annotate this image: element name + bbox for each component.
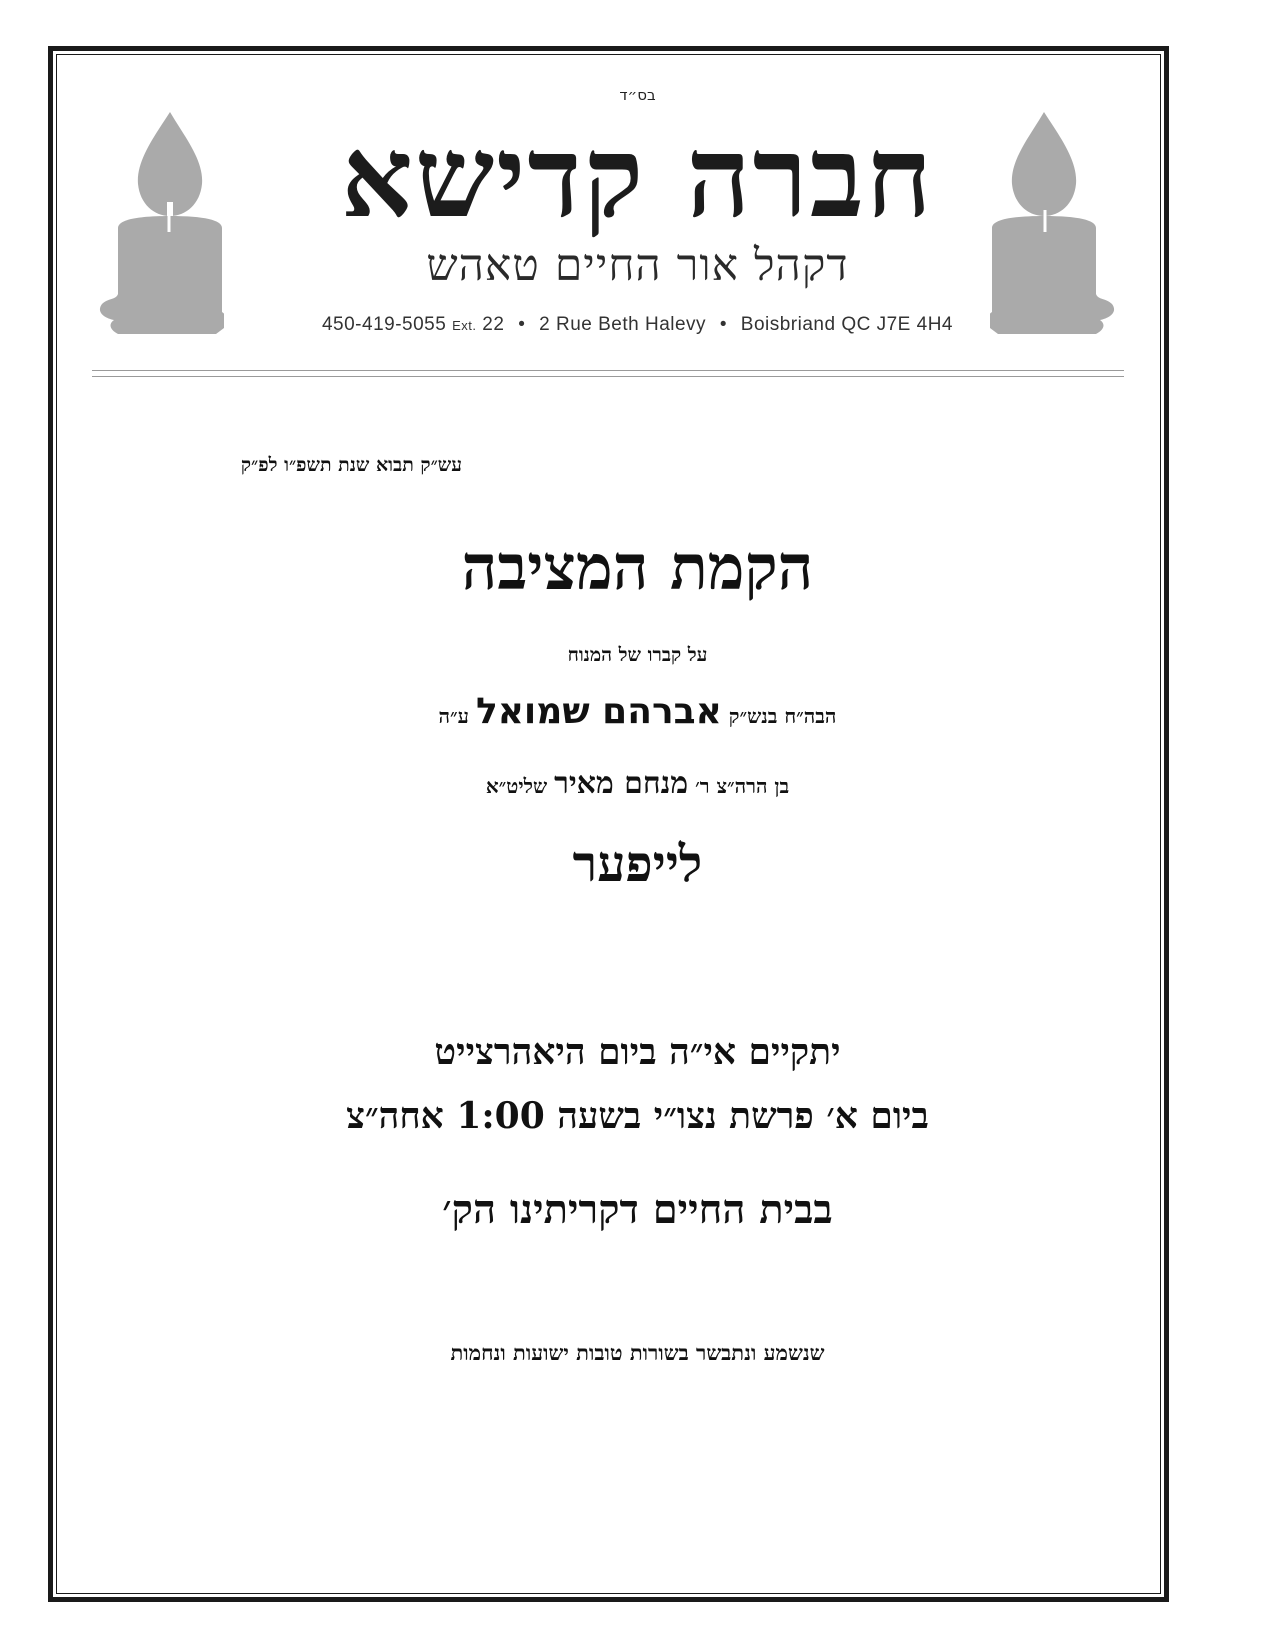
congregation-subtitle: דקהל אור החיים טאהש — [426, 240, 849, 291]
bsd-heading: בס״ד — [619, 86, 656, 104]
divider — [92, 376, 1124, 377]
notice-title: הקמת המציבה — [461, 531, 814, 604]
father-suffix: שליט״א — [485, 774, 548, 798]
separator: • — [719, 314, 727, 335]
deceased-name: אברהם שמואל — [475, 691, 722, 732]
contact-line — [0, 314, 1275, 336]
separator: • — [518, 314, 526, 335]
street-address: 2 Rue Beth Halevy — [539, 314, 707, 335]
name-prefix: הבה״ח בנש״ק — [728, 704, 837, 728]
divider — [92, 370, 1124, 371]
phone-number: 450-419-5055 — [321, 314, 447, 335]
city-address: Boisbriand QC J7E 4H4 — [740, 314, 953, 335]
father-name: מנחם מאיר — [554, 766, 689, 801]
ext-label: Ext. — [452, 318, 477, 333]
father-prefix: בן הרה״צ ר׳ — [695, 774, 790, 798]
notice-subtitle: על קברו של המנוח — [567, 644, 708, 666]
father-name-line — [0, 766, 1275, 804]
name-suffix: ע״ה — [438, 704, 469, 728]
family-surname: לייפער — [572, 834, 703, 893]
closing-blessing: שנשמע ונתבשר בשורות טובות ישועות ונחמות — [450, 1340, 825, 1365]
ext-number: 22 — [482, 314, 505, 335]
event-when-line-1: יתקיים אי״ה ביום היאהרצייט — [434, 1031, 841, 1073]
organization-title: חברה קדישא — [340, 112, 935, 243]
date-line: עש״ק תבוא שנת תשפ״ו לפ״ק — [240, 454, 462, 476]
deceased-name-line — [0, 692, 1275, 736]
event-location: בבית החיים דקריתינו הק׳ — [442, 1186, 833, 1233]
event-when-line-2: ביום א׳ פרשת נצו״י בשעה 1:00 אחה״צ — [346, 1095, 929, 1137]
